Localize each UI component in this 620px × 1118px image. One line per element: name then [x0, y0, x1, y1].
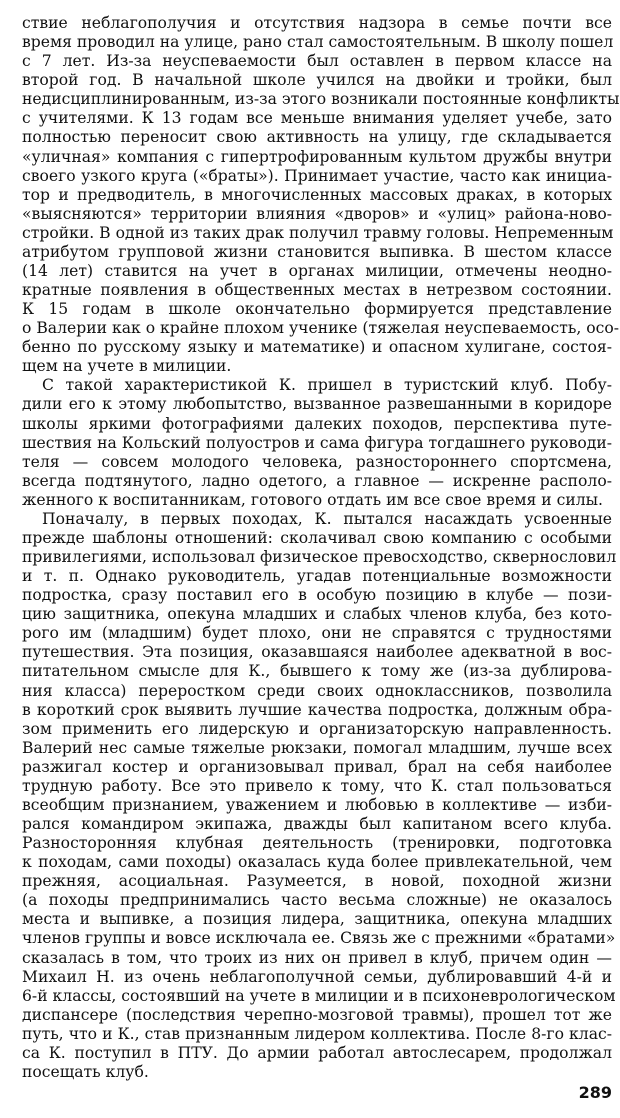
text-line-9: своего узкого круга («браты»). Принимает участие, часто как инициа- [22, 166, 612, 185]
text-line-49: членов группы и вовсе исключала ее. Связь же с прежними «братами» [22, 929, 616, 948]
text-line-20: С такой характеристикой К. пришел в туристский клуб. Побу- [42, 376, 612, 395]
text-line-28: прежде шаблоны отношений: сколачивал свою компанию с особыми [22, 528, 612, 547]
text-line-24: теля — совсем молодого человека, разностороннего спортсмена, [22, 452, 612, 471]
text-line-30: и т. п. Однако руководитель, угадав потенциальные возможности [22, 567, 612, 586]
text-line-17: о Валерии как о крайне плохом ученике (тяжелая неуспеваемость, осо- [22, 319, 620, 338]
text-line-56: посещать клуб. [22, 1062, 149, 1081]
text-line-5: недисциплинированным, из-за этого возникали постоянные конфликты [22, 90, 620, 109]
text-line-48: места и выпивке, а позиция лидера, защитника, опекуна младших [22, 910, 612, 929]
text-line-53: диспансере (последствия черепно-мозговой травмы), прошел тот же [22, 1005, 612, 1024]
text-line-52: 6-й классы, состоявший на учете в милиции и в психоневрологическом [22, 986, 616, 1005]
text-line-13: атрибутом групповой жизни становится выпивка. В шестом классе [22, 242, 612, 261]
text-line-50: сказалась в том, что троих из них он привел в клуб, причем один — [22, 948, 612, 967]
text-line-19: щем на учете в милиции. [22, 357, 232, 376]
text-line-12: стройки. В одной из таких драк получил травму головы. Непременным [22, 223, 614, 242]
text-line-36: ния класса) переростком среди своих одноклассников, позволила [22, 681, 612, 700]
text-line-1: ствие неблагополучия и отсутствия надзора в семье почти все [22, 14, 612, 32]
text-line-2: время проводил на улице, рано стал самостоятельным. В школу пошел [22, 33, 614, 52]
text-line-45: к походам, сами походы) оказалась куда более привлекательной, чем [22, 853, 612, 872]
text-line-35: питательном смысле для К., бывшего к тому же (из-за дублирова- [22, 662, 612, 681]
text-line-37: в короткий срок выявить лучшие качества подростка, должным обра- [22, 700, 612, 719]
text-line-32: цию защитника, опекуна младших и слабых членов клуба, без кото- [22, 605, 612, 624]
text-line-40: разжигал костер и организовывал привал, брал на себя наиболее [22, 757, 612, 776]
text-line-26: женного к воспитанникам, готового отдать им все свое время и силы. [22, 490, 604, 509]
text-line-6: с учителями. К 13 годам все меньше внимания уделяет учебе, зато [22, 109, 612, 128]
text-line-22: школы яркими фотографиями далеких походов, перспектива путе- [22, 414, 612, 433]
text-line-8: «уличная» компания с гипертрофированным культом дружбы внутри [22, 147, 612, 166]
text-line-10: тор и предводитель, в многочисленных массовых драках, в которых [22, 185, 612, 204]
text-line-25: всегда подтянутого, ладно одетого, а главное — искренне располо- [22, 471, 612, 490]
text-line-38: зом применить его лидерскую и организаторскую направленность. [22, 719, 612, 738]
text-line-51: Михаил Н. из очень неблагополучной семьи, дублировавший 4-й и [22, 967, 612, 986]
text-line-14: (14 лет) ставится на учет в органах милиции, отмечены неодно- [22, 261, 612, 280]
text-line-4: второй год. В начальной школе учился на двойки и тройки, был [22, 71, 612, 90]
text-line-47: (а походы предпринимались часто весьма сложные) не оказалось [22, 891, 612, 910]
text-line-34: путешествия. Эта позиция, оказавшаяся наиболее адекватной в вос- [22, 643, 612, 662]
text-line-55: са К. поступил в ПТУ. До армии работал автослесарем, продолжал [22, 1043, 612, 1062]
text-line-16: К 15 годам в школе окончательно формируется представление [22, 300, 612, 319]
text-line-7: полностью переносит свою активность на улицу, где складывается [22, 128, 612, 147]
text-line-54: путь, что и К., став признанным лидером коллектива. После 8-го клас- [22, 1024, 612, 1043]
text-line-42: всеобщим признанием, уважением и любовью в коллективе — изби- [22, 795, 612, 814]
text-line-43: рался командиром экипажа, дважды был капитаном всего клуба. [22, 815, 612, 833]
text-line-44: Разносторонняя клубная деятельность (тренировки, подготовка [22, 834, 612, 853]
text-line-21: дили его к этому любопытство, вызванное развешанными в коридоре [22, 395, 612, 414]
book-page [22, 14, 620, 1104]
text-line-39: Валерий нес самые тяжелые рюкзаки, помогал младшим, лучше всех [22, 738, 612, 757]
text-line-15: кратные появления в общественных местах в нетрезвом состоянии. [22, 281, 612, 299]
page-number: 289 [578, 1083, 612, 1102]
text-line-31: подростка, сразу поставил его в особую позицию в клубе — пози- [22, 586, 612, 605]
text-line-29: привилегиями, использовал физическое превосходство, сквернословил [22, 548, 617, 566]
text-line-46: прежняя, асоциальная. Разумеется, в новой, походной жизни [22, 872, 612, 891]
text-line-3: с 7 лет. Из-за неуспеваемости был оставлен в первом классе на [22, 52, 612, 71]
text-line-23: шествия на Кольский полуостров и сама фигура тогдашнего руководи- [22, 433, 612, 452]
text-line-18: бенно по русскому языку и математике) и опасном хулигане, состоя- [22, 338, 612, 357]
text-line-33: рого им (младшим) будет плохо, они не справятся с трудностями [22, 624, 612, 643]
text-line-27: Поначалу, в первых походах, К. пытался насаждать усвоенные [42, 509, 612, 528]
text-line-41: трудную работу. Все это привело к тому, что К. стал пользоваться [22, 776, 612, 795]
text-line-11: «выясняются» территории влияния «дворов» и «улиц» района-ново- [22, 204, 612, 223]
